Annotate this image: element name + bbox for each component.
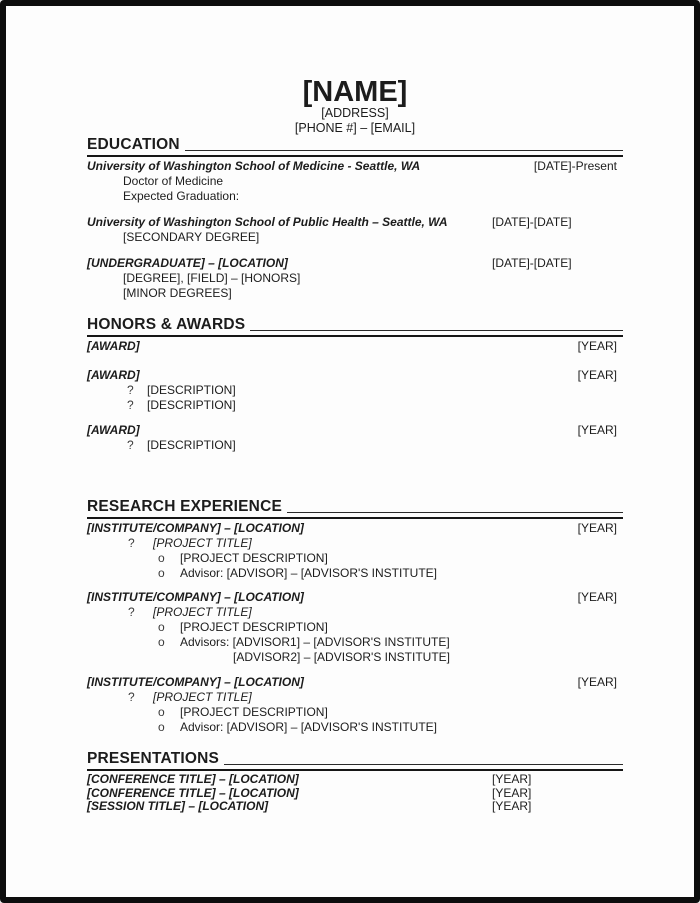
award-description-row <box>87 398 623 413</box>
award-title: [AWARD] <box>87 368 140 382</box>
project-title: [PROJECT TITLE] <box>153 605 252 619</box>
section-honors-awards <box>87 316 623 453</box>
presentations-list <box>87 773 623 814</box>
award-title-row <box>87 423 623 438</box>
award-description: [DESCRIPTION] <box>147 398 236 412</box>
research-heading: RESEARCH EXPERIENCE <box>87 498 283 515</box>
presentation-title: [SESSION TITLE] – [LOCATION] <box>87 799 269 813</box>
award-description: [DESCRIPTION] <box>147 438 236 452</box>
award-entry <box>87 368 623 413</box>
contact-line: [PHONE #] – [EMAIL] <box>294 121 416 135</box>
bullet-glyph: ? <box>127 383 134 397</box>
entry-detail: [SECONDARY DEGREE] <box>123 230 260 244</box>
entry-year: [YEAR] <box>577 521 617 535</box>
section-rule <box>87 517 623 519</box>
project-title-row <box>87 690 623 705</box>
research-entry <box>87 521 623 581</box>
section-rule <box>87 155 623 157</box>
award-description: [DESCRIPTION] <box>147 383 236 397</box>
entry-year: [YEAR] <box>577 675 617 689</box>
presentation-row <box>87 787 623 801</box>
award-year: [YEAR] <box>577 368 617 382</box>
research-entry <box>87 590 623 665</box>
entry-title-row <box>87 590 623 605</box>
presentations-heading: PRESENTATIONS <box>87 750 220 767</box>
education-heading: EDUCATION <box>87 136 180 153</box>
entry-date: [DATE]-Present <box>533 159 617 173</box>
entry-title-row <box>87 256 623 271</box>
circle-bullet-glyph: o <box>158 551 165 565</box>
award-description-row <box>87 383 623 398</box>
heading-tail-rule <box>250 330 623 331</box>
advisor-detail: Advisors: [ADVISOR1] – [ADVISOR'S INSTITUTE] <box>180 635 450 649</box>
section-rule <box>87 335 623 337</box>
heading-tail-rule <box>185 150 623 151</box>
entry-title: University of Washington School of Public Health – Seattle, WA <box>87 215 448 229</box>
section-heading-row <box>87 316 623 334</box>
circle-bullet-glyph: o <box>158 720 165 734</box>
award-entry <box>87 339 623 354</box>
presentation-year: [YEAR] <box>492 799 532 813</box>
bullet-glyph: ? <box>127 398 134 412</box>
project-detail-row <box>87 620 623 635</box>
project-detail-row <box>87 635 623 650</box>
project-title-row <box>87 605 623 620</box>
project-title: [PROJECT TITLE] <box>153 690 252 704</box>
institute-title: [INSTITUTE/COMPANY] – [LOCATION] <box>87 675 304 689</box>
entry-detail: [MINOR DEGREES] <box>123 286 232 300</box>
project-detail-row <box>87 566 623 581</box>
resume-header <box>87 78 623 136</box>
presentation-title: [CONFERENCE TITLE] – [LOCATION] <box>87 785 299 800</box>
presentation-title: [CONFERENCE TITLE] – [LOCATION] <box>87 772 299 786</box>
section-heading-row <box>87 136 623 154</box>
heading-tail-rule <box>287 512 623 513</box>
circle-bullet-glyph: o <box>158 705 165 719</box>
presentation-row <box>87 800 623 814</box>
entry-detail: Expected Graduation: <box>123 189 240 203</box>
project-detail-row <box>87 551 623 566</box>
presentation-year: [YEAR] <box>492 785 532 800</box>
entry-title: [UNDERGRADUATE] – [LOCATION] <box>87 256 288 270</box>
bullet-glyph: ? <box>127 438 134 452</box>
entry-year: [YEAR] <box>577 590 617 604</box>
entry-title: University of Washington School of Medicine - Seattle, WA <box>87 159 421 173</box>
section-research-experience <box>87 498 623 735</box>
project-title-row <box>87 536 623 551</box>
name-placeholder: [NAME] <box>302 76 408 108</box>
entry-date: [DATE]-[DATE] <box>492 256 572 270</box>
section-education <box>87 136 623 301</box>
award-entry <box>87 423 623 453</box>
project-detail: [PROJECT DESCRIPTION] <box>180 551 328 565</box>
award-title-row <box>87 368 623 383</box>
entry-title-row <box>87 675 623 690</box>
section-heading-row <box>87 498 623 516</box>
award-description-row <box>87 438 623 453</box>
circle-bullet-glyph: o <box>158 635 165 649</box>
entry-date: [DATE]-[DATE] <box>492 215 572 229</box>
entry-title-row <box>87 521 623 536</box>
bullet-glyph: ? <box>128 605 135 619</box>
section-rule <box>87 769 623 771</box>
project-detail: [PROJECT DESCRIPTION] <box>180 705 328 719</box>
advisor-detail: Advisor: [ADVISOR] – [ADVISOR'S INSTITUTE] <box>180 566 438 580</box>
address-line: [ADDRESS] <box>321 106 389 120</box>
bullet-glyph: ? <box>128 536 135 550</box>
research-entry <box>87 675 623 735</box>
bullet-glyph: ? <box>128 690 135 704</box>
entry-title-row <box>87 215 623 230</box>
presentation-year: [YEAR] <box>492 772 532 786</box>
award-title: [AWARD] <box>87 339 140 353</box>
section-presentations <box>87 750 623 814</box>
institute-title: [INSTITUTE/COMPANY] – [LOCATION] <box>87 521 304 535</box>
entry-detail: Doctor of Medicine <box>123 174 224 188</box>
education-entry <box>87 159 623 204</box>
advisor-continuation: [ADVISOR2] – [ADVISOR'S INSTITUTE] <box>233 650 451 664</box>
honors-heading: HONORS & AWARDS <box>87 316 246 333</box>
advisor-detail: Advisor: [ADVISOR] – [ADVISOR'S INSTITUTE] <box>180 720 438 734</box>
section-heading-row <box>87 750 623 768</box>
heading-tail-rule <box>224 764 623 765</box>
award-title-row <box>87 339 623 354</box>
entry-title-row <box>87 159 623 174</box>
education-entry <box>87 256 623 301</box>
circle-bullet-glyph: o <box>158 620 165 634</box>
circle-bullet-glyph: o <box>158 566 165 580</box>
award-title: [AWARD] <box>87 423 140 437</box>
page-content <box>6 78 694 814</box>
project-detail-row <box>87 720 623 735</box>
project-detail: [PROJECT DESCRIPTION] <box>180 620 328 634</box>
entry-detail: [DEGREE], [FIELD] – [HONORS] <box>123 271 301 285</box>
project-detail-row <box>87 705 623 720</box>
institute-title: [INSTITUTE/COMPANY] – [LOCATION] <box>87 590 304 604</box>
award-year: [YEAR] <box>577 339 617 353</box>
project-title: [PROJECT TITLE] <box>153 536 252 550</box>
education-entry <box>87 215 623 245</box>
presentation-row <box>87 773 623 787</box>
award-year: [YEAR] <box>577 423 617 437</box>
